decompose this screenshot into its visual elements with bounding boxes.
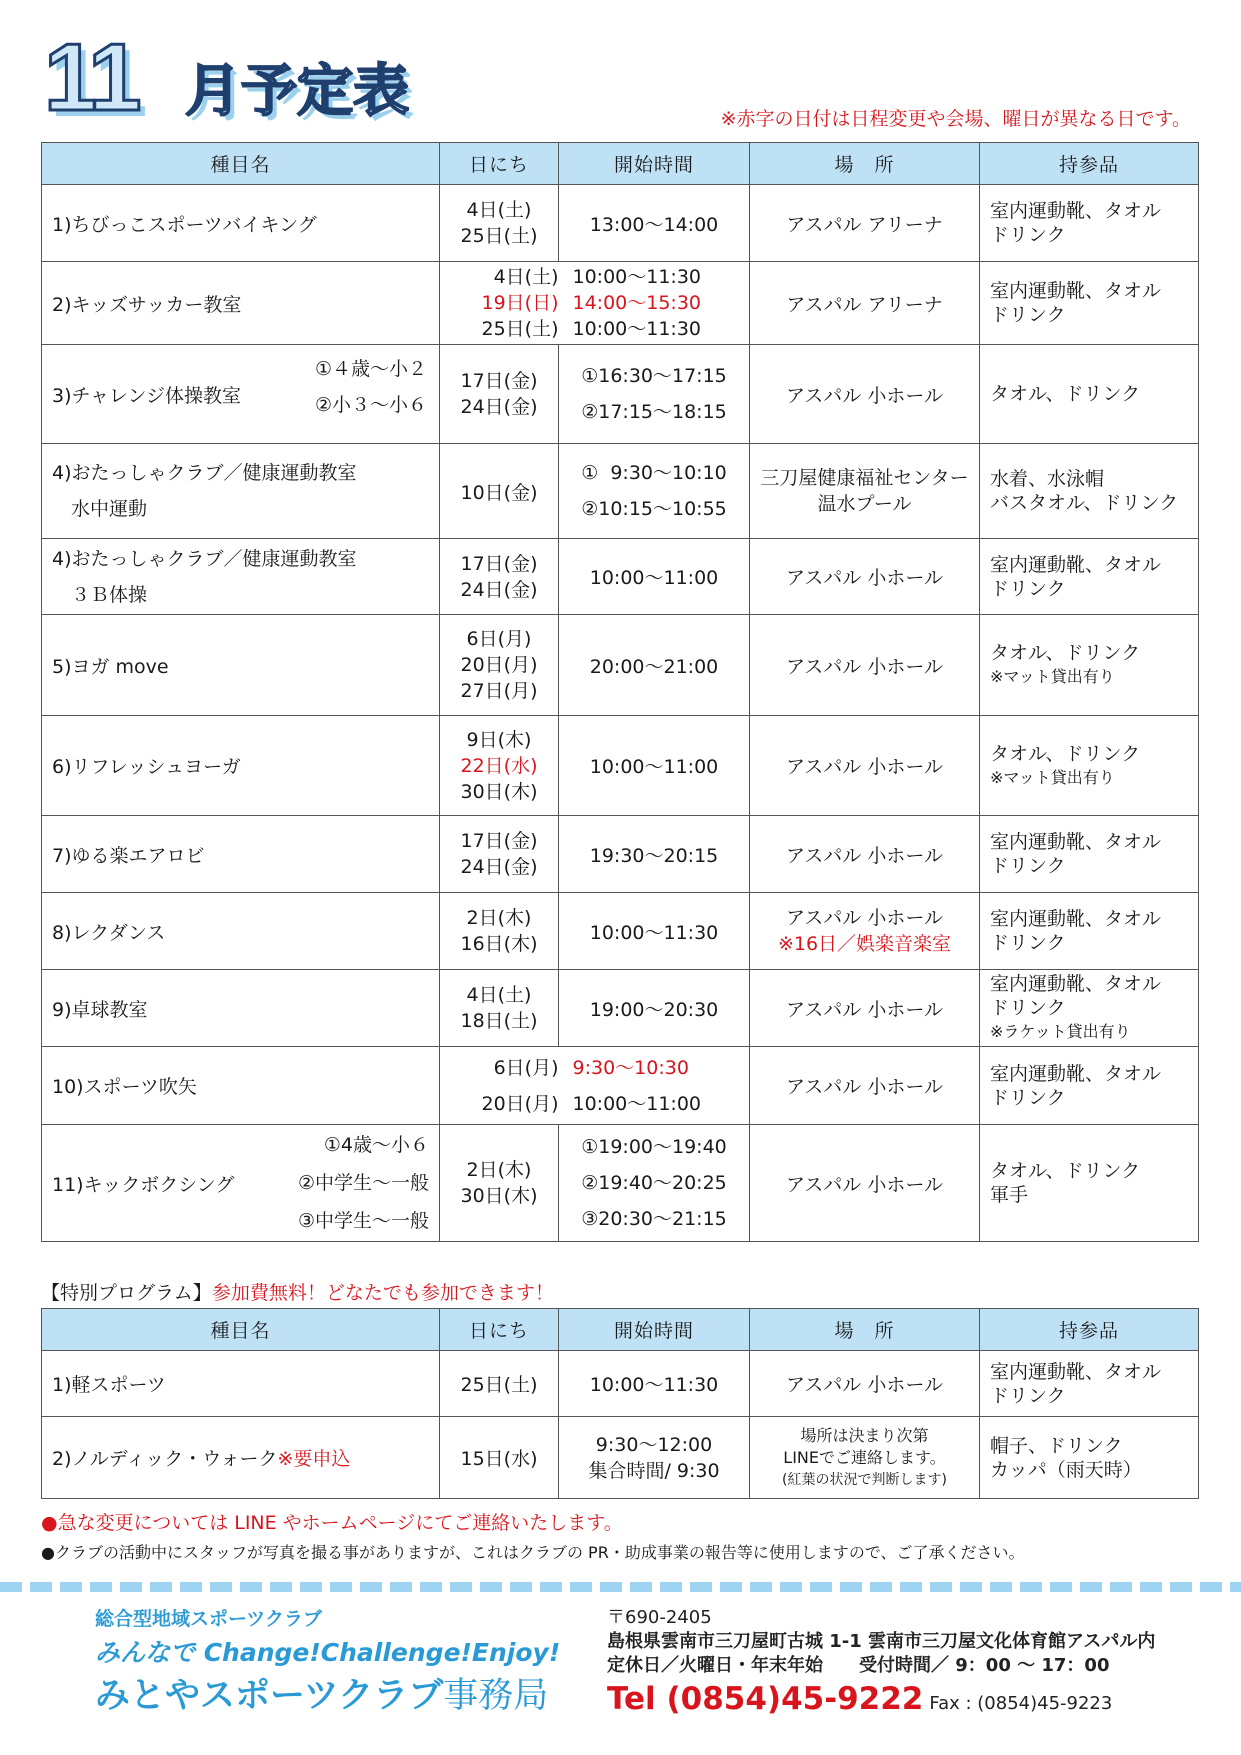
table-row [42, 716, 1199, 816]
time-line: ① 9:30～10:10 [581, 462, 727, 484]
time-text: 10:00～11:30 [572, 318, 702, 340]
item-line: タオル、ドリンク [990, 1160, 1141, 1182]
item-note: ※マット貸出有り [990, 767, 1115, 787]
time-line: ①16:30～17:15 [581, 365, 727, 387]
program-dates [440, 893, 559, 970]
club-name: みとやスポーツクラブ [95, 1676, 444, 1716]
program-dates: 10日(金) [440, 444, 559, 539]
item-line: ドリンク [990, 997, 1066, 1019]
date-line: 4日(土) [466, 199, 532, 221]
program-name-cell [42, 1417, 440, 1499]
program-name [42, 444, 440, 539]
item-line: タオル、ドリンク [990, 742, 1141, 765]
item-line: ドリンク [990, 932, 1066, 954]
program-place [750, 1417, 980, 1499]
program-name: 10)スポーツ吹矢 [42, 1047, 440, 1125]
program-name-line: 4)おたっしゃクラブ／健康運動教室 [52, 462, 357, 484]
program-place [750, 444, 980, 539]
footnote-photo-notice: ●クラブの活動中にスタッフが写真を撮る事がありますが、これはクラブの PR・助成事業の報告等に使用しますので、ご了承ください。 [41, 1543, 1025, 1562]
program-name: 9)卓球教室 [42, 970, 440, 1047]
time-text-changed: 9:30～10:30 [572, 1056, 689, 1079]
program-dates [440, 970, 559, 1047]
special-program-title: 【特別プログラム】 [41, 1282, 212, 1304]
header-cell-time: 開始時間 [559, 143, 750, 185]
item-line: 室内運動靴、タオル [990, 831, 1162, 853]
date-line: 18日(土) [460, 1010, 538, 1032]
red-date-note: ※赤字の日付は日程変更や会場、曜日が異なる日です。 [720, 108, 1191, 130]
program-items [980, 970, 1199, 1047]
place-line: アスパル 小ホール [786, 907, 943, 929]
program-dates [440, 185, 559, 262]
item-line: ドリンク [990, 304, 1066, 326]
date-time-line-changed [440, 290, 749, 316]
program-dates [440, 1125, 559, 1242]
header-cell-name: 種目名 [42, 143, 440, 185]
program-time: 20:00～21:00 [559, 615, 750, 716]
program-time: 10:00～11:30 [559, 893, 750, 970]
date-line: 24日(金) [460, 578, 538, 601]
program-place: アスパル 小ホール [750, 1125, 980, 1242]
header-cell-time: 開始時間 [559, 1309, 750, 1351]
tel-text: Tel (0854)45-9222 [607, 1681, 924, 1717]
table-row [42, 185, 1199, 262]
program-dates [440, 345, 559, 444]
program-items [980, 1125, 1199, 1242]
program-place: アスパル 小ホール [750, 816, 980, 893]
program-items [980, 816, 1199, 893]
program-time: 10:00～11:00 [559, 539, 750, 615]
table-header-row [42, 1309, 1199, 1351]
program-time: 10:00～11:30 [559, 1351, 750, 1417]
table-row [42, 1125, 1199, 1242]
program-name: 1)軽スポーツ [42, 1351, 440, 1417]
program-name-line: 4)おたっしゃクラブ／健康運動教室 [52, 547, 357, 570]
date-line: 24日(金) [460, 856, 538, 878]
item-line: 室内運動靴、タオル [990, 200, 1162, 222]
program-time: 19:00～20:30 [559, 970, 750, 1047]
item-line: ドリンク [990, 1384, 1066, 1407]
program-time [559, 1125, 750, 1242]
item-line: 室内運動靴、タオル [990, 908, 1162, 930]
item-line: ドリンク [990, 224, 1066, 246]
program-name-line: ３Ｂ体操 [52, 583, 148, 606]
program-time [559, 444, 750, 539]
club-slogan: みんなで Change!Challenge!Enjoy! [95, 1638, 561, 1667]
item-line: 室内運動靴、タオル [990, 553, 1162, 576]
program-name [42, 539, 440, 615]
program-name: 2)キッズサッカー教室 [42, 262, 440, 345]
program-items [980, 185, 1199, 262]
date-line: 2日(木) [466, 907, 532, 929]
program-date-time [440, 262, 750, 345]
program-items [980, 893, 1199, 970]
program-name: 11)キックボクシング [52, 1173, 235, 1196]
program-name: 2)ノルディック・ウォーク [52, 1448, 278, 1470]
date-text: 20日(月) [481, 1092, 559, 1115]
program-dates [440, 615, 559, 716]
office-hours: 定休日／火曜日・年末年始 受付時間／ 9：00 ～ 17：00 [607, 1655, 1110, 1676]
program-dates: 15日(水) [440, 1417, 559, 1499]
header-cell-place: 場 所 [750, 143, 980, 185]
item-note: ※ラケット貸出有り [990, 1022, 1131, 1041]
program-place: アスパル アリーナ [750, 185, 980, 262]
program-items [980, 1417, 1199, 1499]
item-line: 軍手 [990, 1184, 1029, 1206]
item-line: ドリンク [990, 577, 1066, 600]
item-note: ※マット貸出有り [990, 667, 1115, 686]
club-office-name [95, 1673, 595, 1719]
date-line: 24日(金) [460, 396, 538, 418]
date-line: 25日(土) [460, 225, 538, 247]
program-place: アスパル 小ホール [750, 716, 980, 816]
program-dates [440, 539, 559, 615]
program-time: 10:00～11:00 [559, 716, 750, 816]
date-line: 6日(月) [466, 628, 532, 650]
table-row [42, 970, 1199, 1047]
program-items [980, 1047, 1199, 1125]
program-name: 1)ちびっこスポーツバイキング [42, 185, 440, 262]
fax-number: Fax : (0854)45-9223 [929, 1693, 1113, 1714]
program-items [980, 716, 1199, 816]
date-time-line [440, 1086, 749, 1122]
footnote-line-notice: ●急な変更については LINE やホームページにてご連絡いたします。 [41, 1512, 623, 1534]
special-schedule-table [41, 1308, 1199, 1499]
program-items: タオル、ドリンク [980, 345, 1199, 444]
program-sub-group: ③中学生～一般 [297, 1210, 429, 1232]
time-line: 9:30～12:00 [595, 1433, 713, 1456]
date-line: 30日(木) [460, 1185, 538, 1207]
date-line: 17日(金) [460, 552, 538, 575]
item-line: 室内運動靴、タオル [990, 1062, 1162, 1085]
footer-divider [0, 1582, 1241, 1592]
phone-number [607, 1678, 1227, 1725]
address: 島根県雲南市三刀屋町古城 1-1 雲南市三刀屋文化体育館アスパル内 [607, 1631, 1156, 1652]
table-row [42, 816, 1199, 893]
program-items [980, 539, 1199, 615]
org-type: 総合型地域スポーツクラブ [95, 1608, 323, 1630]
header-cell-date: 日にち [440, 143, 559, 185]
date-line: 2日(木) [466, 1159, 532, 1181]
item-line: ドリンク [990, 1086, 1066, 1109]
meeting-time-line: 集合時間/ 9:30 [588, 1459, 720, 1482]
item-line: 帽子、ドリンク [990, 1434, 1123, 1457]
table-row [42, 615, 1199, 716]
program-name: 8)レクダンス [42, 893, 440, 970]
table-row [42, 345, 1199, 444]
program-place [750, 893, 980, 970]
program-place: アスパル 小ホール [750, 615, 980, 716]
date-line: 27日(月) [460, 680, 538, 702]
program-items [980, 444, 1199, 539]
place-line: 温水プール [817, 493, 912, 515]
date-text: 25日(土) [481, 318, 559, 340]
date-text: 6日(月) [493, 1056, 559, 1079]
office-label: 事務局 [443, 1676, 549, 1716]
item-line: カッパ（雨天時） [990, 1458, 1142, 1481]
table-row [42, 539, 1199, 615]
date-line: 17日(金) [460, 830, 538, 852]
program-items [980, 1351, 1199, 1417]
special-program-label [41, 1278, 554, 1305]
date-line: 17日(金) [460, 370, 538, 392]
program-time: 13:00～14:00 [559, 185, 750, 262]
time-line: ②10:15～10:55 [581, 498, 727, 520]
place-change-note: ※16日／娯楽音楽室 [777, 933, 952, 955]
program-time [559, 345, 750, 444]
date-time-line [440, 1050, 749, 1086]
table-row [42, 1351, 1199, 1417]
table-row [42, 893, 1199, 970]
place-line: 三刀屋健康福祉センター [760, 467, 969, 489]
program-items [980, 615, 1199, 716]
program-place: アスパル 小ホール [750, 539, 980, 615]
postal-code: 〒690-2405 [607, 1607, 712, 1628]
date-time-line [440, 264, 749, 290]
program-sub-group: ②中学生～一般 [297, 1172, 429, 1194]
date-text: 19日(日) [481, 292, 559, 314]
date-line: 9日(木) [466, 728, 532, 751]
page-title [40, 24, 500, 131]
time-line: ②19:40～20:25 [581, 1172, 727, 1194]
program-place: アスパル 小ホール [750, 1047, 980, 1125]
place-line: 場所は決まり次第 [800, 1425, 929, 1445]
program-name: 3)チャレンジ体操教室 [52, 384, 241, 407]
program-sub-group: ①4歳～小６ [323, 1134, 429, 1156]
time-line: ③20:30～21:15 [581, 1208, 727, 1230]
time-line: ②17:15～18:15 [581, 401, 727, 423]
item-line: 水着、水泳帽 [990, 468, 1105, 490]
program-name: 7)ゆる楽エアロビ [42, 816, 440, 893]
program-name-line: 水中運動 [52, 498, 148, 520]
date-line-changed: 22日(水) [460, 754, 538, 777]
table-row [42, 1047, 1199, 1125]
title-text: 月予定表 [185, 59, 409, 124]
program-name: 5)ヨガ move [42, 615, 440, 716]
program-sub-group: ①４歳～小２ [314, 358, 427, 380]
program-dates: 25日(土) [440, 1351, 559, 1417]
place-line: LINEでご連絡します。 [783, 1447, 946, 1467]
date-line: 4日(土) [466, 984, 532, 1006]
table-row [42, 262, 1199, 345]
program-time [559, 1417, 750, 1499]
program-name-cell [42, 1125, 440, 1242]
program-name: 6)リフレッシュヨーガ [42, 716, 440, 816]
place-note: (紅葉の状況で判断します) [782, 1471, 947, 1488]
program-dates [440, 716, 559, 816]
program-name-cell [42, 345, 440, 444]
program-dates [440, 816, 559, 893]
program-date-time [440, 1047, 750, 1125]
date-line: 20日(月) [460, 654, 538, 676]
item-line: バスタオル、ドリンク [990, 492, 1179, 514]
footer-club-info [95, 1605, 595, 1719]
header-cell-items: 持参品 [980, 1309, 1199, 1351]
registration-required-note: ※要申込 [277, 1448, 351, 1470]
date-line: 30日(木) [460, 780, 538, 803]
item-line: 室内運動靴、タオル [990, 973, 1162, 995]
time-line: ①19:00～19:40 [581, 1136, 727, 1158]
item-line: ドリンク [990, 855, 1066, 877]
date-line: 16日(木) [460, 933, 538, 955]
header-cell-items: 持参品 [980, 143, 1199, 185]
header-cell-place: 場 所 [750, 1309, 980, 1351]
date-time-line [440, 316, 749, 342]
program-place: アスパル 小ホール [750, 345, 980, 444]
table-row [42, 1417, 1199, 1499]
table-header-row [42, 143, 1199, 185]
time-text: 10:00～11:00 [572, 1092, 702, 1115]
program-place: アスパル 小ホール [750, 970, 980, 1047]
footer-contact [607, 1606, 1227, 1725]
schedule-table [41, 142, 1199, 1242]
special-program-note: 参加費無料！どなたでも参加できます！ [211, 1282, 554, 1304]
time-text: 10:00～11:30 [572, 266, 702, 288]
item-line: 室内運動靴、タオル [990, 1360, 1162, 1383]
header-cell-date: 日にち [440, 1309, 559, 1351]
program-items [980, 262, 1199, 345]
time-text: 14:00～15:30 [572, 292, 702, 314]
program-place: アスパル 小ホール [750, 1351, 980, 1417]
program-place: アスパル アリーナ [750, 262, 980, 345]
date-text: 4日(土) [493, 266, 559, 288]
header-cell-name: 種目名 [42, 1309, 440, 1351]
item-line: タオル、ドリンク [990, 642, 1141, 664]
table-row [42, 444, 1199, 539]
title-month-number: 11 [44, 24, 138, 131]
item-line: 室内運動靴、タオル [990, 280, 1162, 302]
program-time: 19:30～20:15 [559, 816, 750, 893]
program-sub-group: ②小３～小６ [314, 394, 427, 416]
